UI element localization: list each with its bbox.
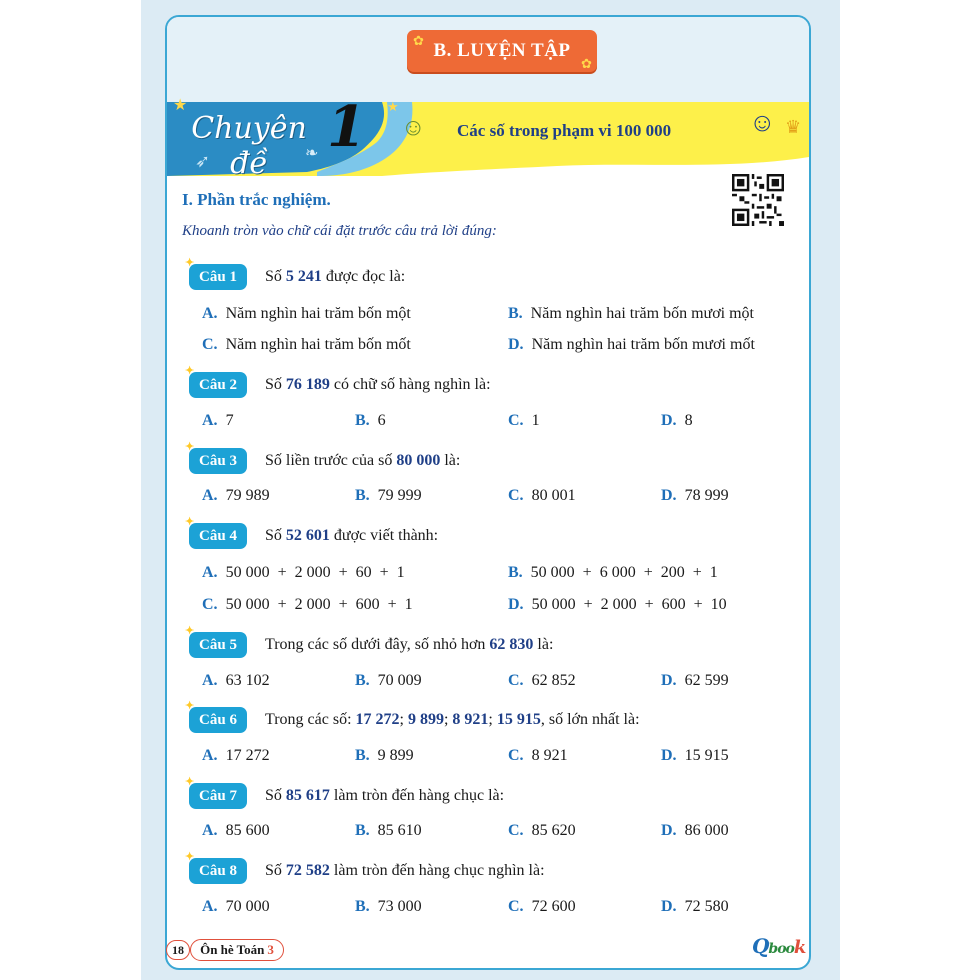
question-text: Số 5 241 được đọc là: — [265, 268, 406, 285]
part-heading: I. Phần trắc nghiệm. — [182, 190, 331, 209]
answer-option-a[interactable]: A. 7 — [202, 412, 234, 429]
answer-option-a[interactable]: A. 70 000 — [202, 898, 270, 915]
question-6 — [185, 700, 640, 733]
book-title: Ôn hè Toán 3 — [190, 939, 284, 961]
instruction-text: Khoanh tròn vào chữ cái đặt trước câu trả lời đúng: — [182, 223, 497, 239]
question-3 — [185, 441, 461, 474]
answer-option-b[interactable]: B. 6 — [355, 412, 386, 429]
answer-option-a[interactable]: A. 17 272 — [202, 747, 270, 764]
answer-option-b[interactable]: B. 70 009 — [355, 672, 422, 689]
answer-option-d[interactable]: D. 8 — [661, 412, 693, 429]
question-text: Trong các số dưới đây, số nhỏ hơn 62 830 là: — [265, 636, 554, 653]
sparkle-icon: ✦ — [185, 700, 195, 712]
answer-option-c[interactable]: C. 62 852 — [508, 672, 576, 689]
answer-option-c[interactable]: C. 50 000 + 2 000 + 600 + 1 — [202, 596, 413, 613]
question-text: Số 76 189 có chữ số hàng nghìn là: — [265, 376, 491, 393]
answer-option-a[interactable]: A. Năm nghìn hai trăm bốn một — [202, 305, 411, 322]
answer-option-a[interactable]: A. 79 989 — [202, 487, 270, 504]
sparkle-icon: ✦ — [185, 257, 195, 269]
question-number-badge: ✦ Câu 6 — [189, 707, 247, 733]
star-icon: ★ — [173, 97, 188, 114]
section-title: B. LUYỆN TẬP — [433, 40, 571, 61]
answer-option-a[interactable]: A. 63 102 — [202, 672, 270, 689]
flower-icon: ✿ — [581, 56, 592, 71]
topic-label: Chuyên đề — [191, 111, 307, 181]
question-1 — [185, 257, 406, 290]
graduate-girl-icon: ☺ — [749, 108, 776, 137]
answer-option-b[interactable]: B. Năm nghìn hai trăm bốn mươi một — [508, 305, 754, 322]
answer-option-c[interactable]: C. 72 600 — [508, 898, 576, 915]
question-8 — [185, 851, 545, 884]
question-text: Số 72 582 làm tròn đến hàng chục nghìn là: — [265, 862, 545, 879]
star-icon: ★ — [387, 99, 399, 114]
answer-option-d[interactable]: D. 50 000 + 2 000 + 600 + 10 — [508, 596, 727, 613]
question-number-badge: ✦ Câu 1 — [189, 264, 247, 290]
answer-option-c[interactable]: C. 8 921 — [508, 747, 568, 764]
answer-option-a[interactable]: A. 85 600 — [202, 822, 270, 839]
question-text: Số 52 601 được viết thành: — [265, 527, 439, 544]
answer-option-c[interactable]: C. 85 620 — [508, 822, 576, 839]
sparkle-icon: ✦ — [185, 625, 195, 637]
answer-option-c[interactable]: C. 1 — [508, 412, 540, 429]
qr-code[interactable] — [732, 174, 784, 226]
question-2 — [185, 365, 491, 398]
answer-option-b[interactable]: B. 73 000 — [355, 898, 422, 915]
question-number-badge: ✦ Câu 7 — [189, 783, 247, 809]
answer-option-b[interactable]: B. 85 610 — [355, 822, 422, 839]
rocket-icon: ➶ — [195, 151, 211, 171]
topic-number: 1 — [327, 94, 366, 160]
question-number-badge: ✦ Câu 2 — [189, 372, 247, 398]
sparkle-icon: ✦ — [185, 516, 195, 528]
sparkle-icon: ✦ — [185, 365, 195, 377]
publisher-logo: Qbook — [752, 934, 806, 958]
fish-icon: ❧ — [305, 145, 319, 162]
question-number-badge: ✦ Câu 3 — [189, 448, 247, 474]
question-number-badge: ✦ Câu 4 — [189, 523, 247, 549]
answer-option-d[interactable]: D. Năm nghìn hai trăm bốn mươi mốt — [508, 336, 755, 353]
question-5 — [185, 625, 554, 658]
answer-option-b[interactable]: B. 79 999 — [355, 487, 422, 504]
topic-banner — [167, 94, 809, 184]
answer-option-d[interactable]: D. 78 999 — [661, 487, 729, 504]
page-number: 18 — [166, 940, 190, 960]
question-number-badge: ✦ Câu 8 — [189, 858, 247, 884]
section-title-badge — [407, 30, 597, 72]
question-text: Số liền trước của số 80 000 là: — [265, 452, 461, 469]
answer-option-d[interactable]: D. 72 580 — [661, 898, 729, 915]
answer-option-b[interactable]: B. 50 000 + 6 000 + 200 + 1 — [508, 564, 718, 581]
question-number-badge: ✦ Câu 5 — [189, 632, 247, 658]
sparkle-icon: ✦ — [185, 776, 195, 788]
flower-icon: ✿ — [413, 33, 424, 48]
answer-option-d[interactable]: D. 86 000 — [661, 822, 729, 839]
sparkle-icon: ✦ — [185, 851, 195, 863]
student-boy-icon: ☺ — [401, 115, 426, 141]
sparkle-icon: ✦ — [185, 441, 195, 453]
answer-option-c[interactable]: C. Năm nghìn hai trăm bốn mốt — [202, 336, 411, 353]
question-text: Trong các số: 17 272; 9 899; 8 921; 15 915, số lớn nhất là: — [265, 711, 640, 728]
answer-option-d[interactable]: D. 62 599 — [661, 672, 729, 689]
question-7 — [185, 776, 505, 809]
topic-title: Các số trong phạm vi 100 000 — [457, 121, 672, 140]
trophy-icon: ♛ — [785, 117, 802, 137]
question-4 — [185, 516, 439, 549]
question-text: Số 85 617 làm tròn đến hàng chục là: — [265, 787, 505, 804]
answer-option-a[interactable]: A. 50 000 + 2 000 + 60 + 1 — [202, 564, 405, 581]
answer-option-d[interactable]: D. 15 915 — [661, 747, 729, 764]
workbook-page — [165, 15, 811, 970]
answer-option-c[interactable]: C. 80 001 — [508, 487, 576, 504]
answer-option-b[interactable]: B. 9 899 — [355, 747, 414, 764]
